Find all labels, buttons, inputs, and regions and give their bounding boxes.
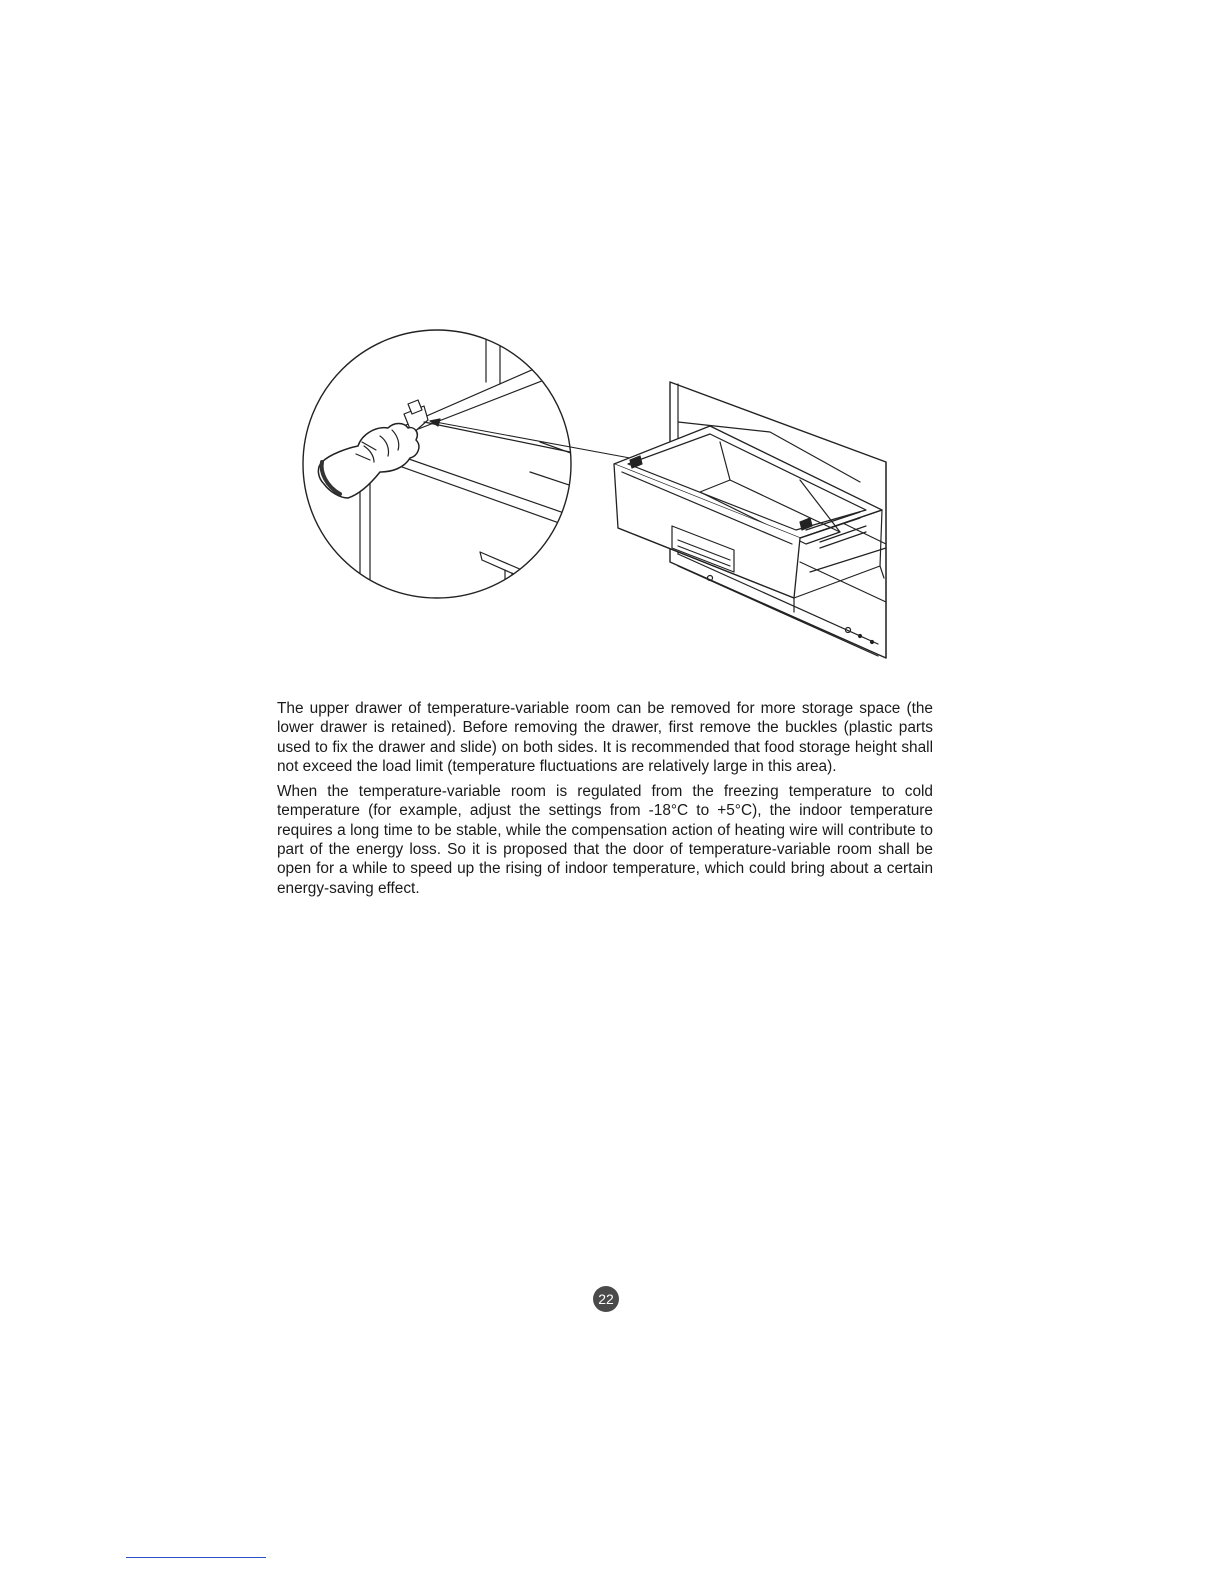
instruction-text [277, 699, 933, 904]
detail-magnifier [303, 330, 590, 612]
paragraph-energy-saving: When the temperature-variable room is regulated from the freezing temperature to cold temperature (for example, adjust the settings from -18°C to +5°C), the indoor temperature requires a long time to be stable, while the compensation action of heating wire will contribute to part of the energy loss. So it is proposed that the door of temperature-variable room shall be open for a while to speed up the rising of indoor temperature, which could bring about a certain energy-saving effect. [277, 783, 933, 897]
page-number-badge: 22 [593, 1286, 619, 1312]
drawer [614, 426, 886, 612]
drawer-diagram [300, 322, 892, 666]
leader-arrow [430, 419, 630, 458]
footer-rule [126, 1557, 266, 1558]
drawer-removal-illustration [300, 322, 892, 666]
paragraph-drawer-removal: The upper drawer of temperature-variable room can be removed for more storage space (the lower drawer is retained). Before removing the drawer, first remove the buckles (plastic parts used to fix the drawer and slide) on both sides. It is recommended that food storage height shall not exceed the load limit (temperature fluctuations are relatively large in this area). [277, 700, 933, 775]
